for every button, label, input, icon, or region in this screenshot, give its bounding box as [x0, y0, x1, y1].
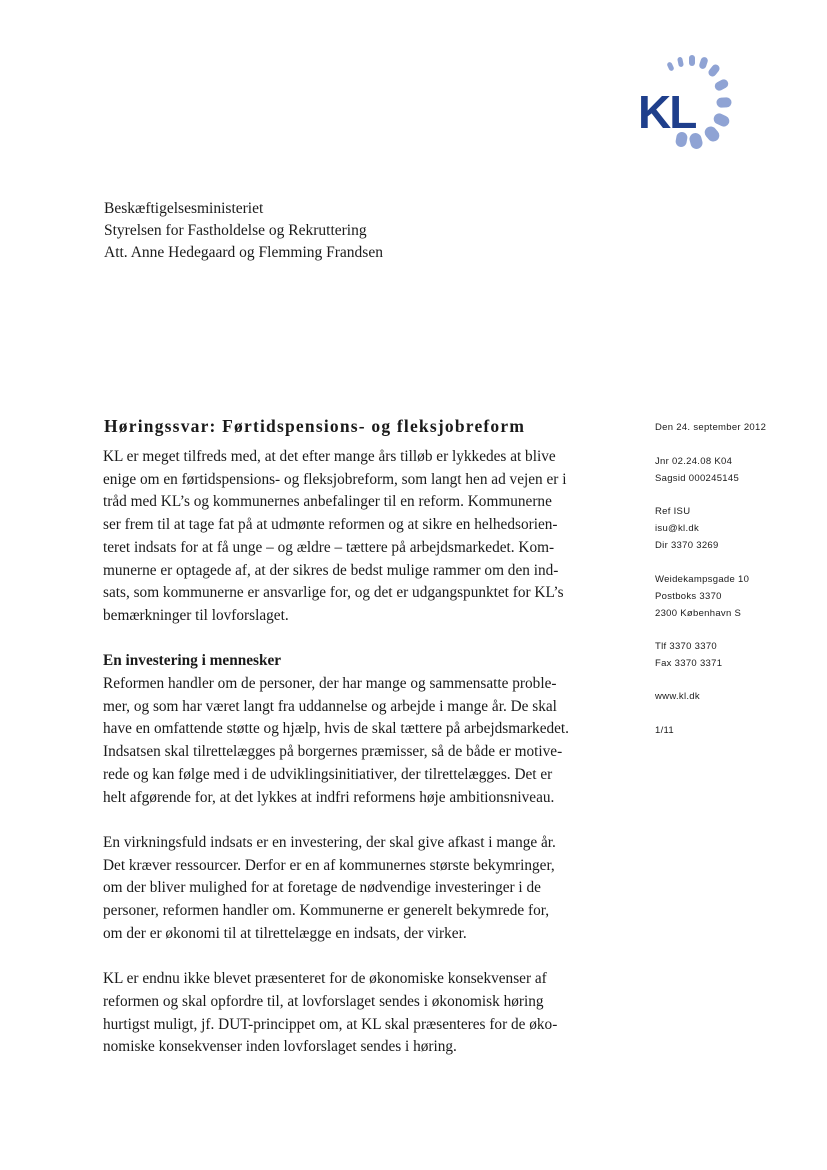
journal-number: Jnr 02.24.08 K04: [655, 456, 733, 467]
document-body: [103, 446, 623, 1059]
intro-paragraph: [103, 446, 623, 628]
paragraph: [103, 968, 623, 1059]
text-line: om der er økonomi til at tilrettelægge en indsats, der virker.: [103, 924, 467, 942]
phone-number: Tlf 3370 3370: [655, 641, 717, 652]
recipient-address: [104, 198, 383, 264]
recipient-line: Styrelsen for Fastholdelse og Rekruttering: [104, 222, 367, 239]
text-line: enige om en førtidspensions- og fleksjobreform, som langt hen ad vejen er i: [103, 470, 567, 488]
text-line: reformen og skal opfordre til, at lovforslaget sendes i økonomisk høring: [103, 992, 544, 1010]
kl-logo: [632, 52, 744, 152]
email-link[interactable]: isu@kl.dk: [655, 523, 700, 534]
street-address: Weidekampsgade 10: [655, 574, 750, 585]
case-id: Sagsid 000245145: [655, 473, 740, 484]
text-line: KL er endnu ikke blevet præsenteret for de økonomiske konsekvenser af: [103, 970, 547, 988]
logo-text: KL: [638, 86, 696, 138]
city: 2300 København S: [655, 608, 742, 619]
website-link[interactable]: www.kl.dk: [655, 691, 700, 702]
reference: Ref ISU: [655, 506, 691, 517]
section-heading: En investering i mennesker: [103, 652, 282, 670]
text-line: En virkningsfuld indsats er en investering, der skal give afkast i mange år.: [103, 833, 556, 851]
text-line: tråd med KL’s og kommunernes anbefalinger til en reform. Kommunerne: [103, 493, 552, 511]
text-line: Det kræver ressourcer. Derfor er en af kommunernes største bekymringer,: [103, 856, 555, 874]
date-text: Den 24. september 2012: [655, 422, 767, 433]
paragraph: [103, 673, 623, 809]
fax-number: Fax 3370 3371: [655, 658, 723, 669]
page-number: 1/11: [655, 725, 674, 736]
text-line: Indsatsen skal tilrettelægges på borgernes præmisser, så de både er motive-: [103, 743, 563, 761]
text-line: munerne er optagede af, at der sikres de bedst mulige rammer om den ind-: [103, 561, 559, 579]
paragraph: [103, 832, 623, 946]
text-line: Reformen handler om de personer, der har mange og sammensatte proble-: [103, 675, 557, 693]
text-line: ser frem til at tage fat på at udmønte reformen og at sikre en helhedsorien-: [103, 516, 558, 534]
postbox: Postboks 3370: [655, 591, 722, 602]
text-line: personer, reformen handler om. Kommunerne er generelt bekymrede for,: [103, 902, 550, 920]
text-line: helt afgørende for, at det lykkes at indfri reformens høje ambitionsniveau.: [103, 788, 555, 806]
direct-phone: Dir 3370 3269: [655, 540, 719, 551]
recipient-line: Att. Anne Hedegaard og Flemming Frandsen: [104, 244, 383, 261]
text-line: hurtigst muligt, jf. DUT-princippet om, at KL skal præsenteres for de øko-: [103, 1015, 558, 1033]
text-line: rede og kan følge med i de udviklingsinitiativer, der tilrettelægges. Det er: [103, 765, 553, 783]
text-line: KL er meget tilfreds med, at det efter mange års tilløb er lykkedes at blive: [103, 448, 556, 465]
recipient-line: Beskæftigelsesministeriet: [104, 200, 264, 217]
document-title: Høringssvar: Førtidspensions- og fleksjobreform: [104, 416, 526, 436]
text-line: bemærkninger til lovforslaget.: [103, 606, 289, 624]
text-line: sats, som kommunerne er ansvarlige for, og det er udgangspunktet for KL’s: [103, 584, 564, 602]
text-line: nomiske konsekvenser inden lovforslaget sendes i høring.: [103, 1038, 457, 1056]
text-line: om der bliver mulighed for at foretage de nødvendige investeringer i de: [103, 879, 541, 897]
text-line: mer, og som har været langt fra uddannelse og arbejde i mange år. De skal: [103, 697, 557, 715]
text-line: teret indsats for at få unge – og ældre – tættere på arbejdsmarkedet. Kom-: [103, 538, 555, 556]
text-line: have en omfattende støtte og hjælp, hvis de skal tættere på arbejdsmarkedet.: [103, 720, 569, 738]
